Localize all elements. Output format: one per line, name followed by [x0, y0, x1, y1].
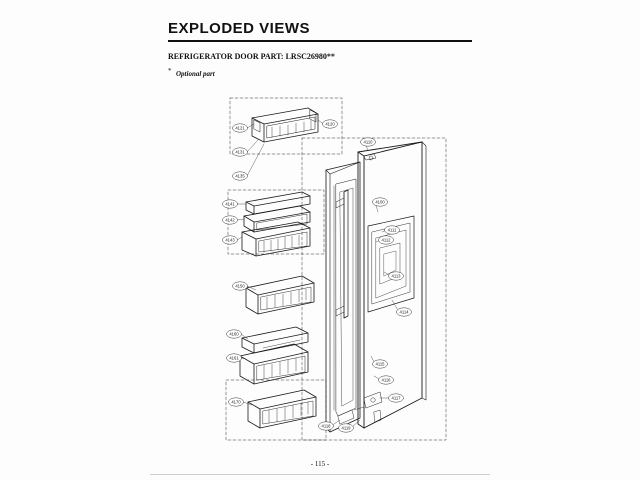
exploded-view-diagram	[168, 80, 472, 448]
callout-bubble	[319, 422, 334, 430]
callout-bubble	[361, 138, 376, 146]
title-divider	[168, 40, 472, 42]
callout-label: 4131	[235, 149, 245, 155]
callout-label: 4143	[225, 237, 235, 243]
callout-label: 4120	[325, 121, 335, 127]
optional-part-note: Optional part	[176, 70, 215, 78]
callout-label: 4114	[399, 309, 409, 315]
callout-label: 4112	[381, 237, 391, 243]
callout-bubble	[323, 120, 338, 128]
callout-bubble	[233, 172, 248, 180]
callout-bubble	[233, 148, 248, 156]
callout-label: 4121	[235, 125, 245, 131]
callout-bubble	[227, 330, 242, 338]
callout-bubble	[233, 282, 248, 290]
callout-label: 4113	[391, 273, 401, 279]
callout-bubble	[397, 308, 412, 316]
callout-label: 4110	[363, 139, 373, 145]
callout-label: 4170	[231, 399, 241, 405]
callout-bubble	[379, 376, 394, 384]
callout-label: 4135	[235, 173, 245, 179]
callout-bubble	[233, 124, 248, 132]
callout-bubble	[223, 200, 238, 208]
callout-bubble	[373, 198, 388, 206]
callout-label: 4141	[225, 201, 235, 207]
callout-bubble	[223, 216, 238, 224]
callout-bubble	[339, 424, 354, 432]
callout-bubble	[389, 394, 404, 402]
callout-bubble	[223, 236, 238, 244]
callout-label: 4115	[375, 361, 385, 367]
callout-bubble	[229, 398, 244, 406]
section-title: REFRIGERATOR DOOR PART: LRSC26980**	[168, 52, 335, 61]
callout-label: 4111	[387, 227, 397, 233]
callout-bubble	[227, 354, 242, 362]
callout-label: 4100	[375, 199, 385, 205]
callout-label: 4150	[235, 283, 245, 289]
callout-label: 4116	[381, 377, 391, 383]
page-number: - 115 -	[310, 460, 330, 468]
page-title: EXPLODED VIEWS	[168, 20, 311, 37]
optional-asterisk: *	[168, 67, 172, 75]
footer-divider	[150, 474, 490, 475]
callout-bubble	[385, 226, 400, 234]
callout-bubble	[373, 360, 388, 368]
callout-label: 4160	[229, 331, 239, 337]
callout-label: 4142	[225, 217, 235, 223]
callout-label: 4119	[341, 425, 351, 431]
callout-bubble	[379, 236, 394, 244]
callout-bubble	[389, 272, 404, 280]
callout-label: 4118	[321, 423, 331, 429]
callout-label: 4117	[391, 395, 401, 401]
callout-label: 4161	[229, 355, 239, 361]
